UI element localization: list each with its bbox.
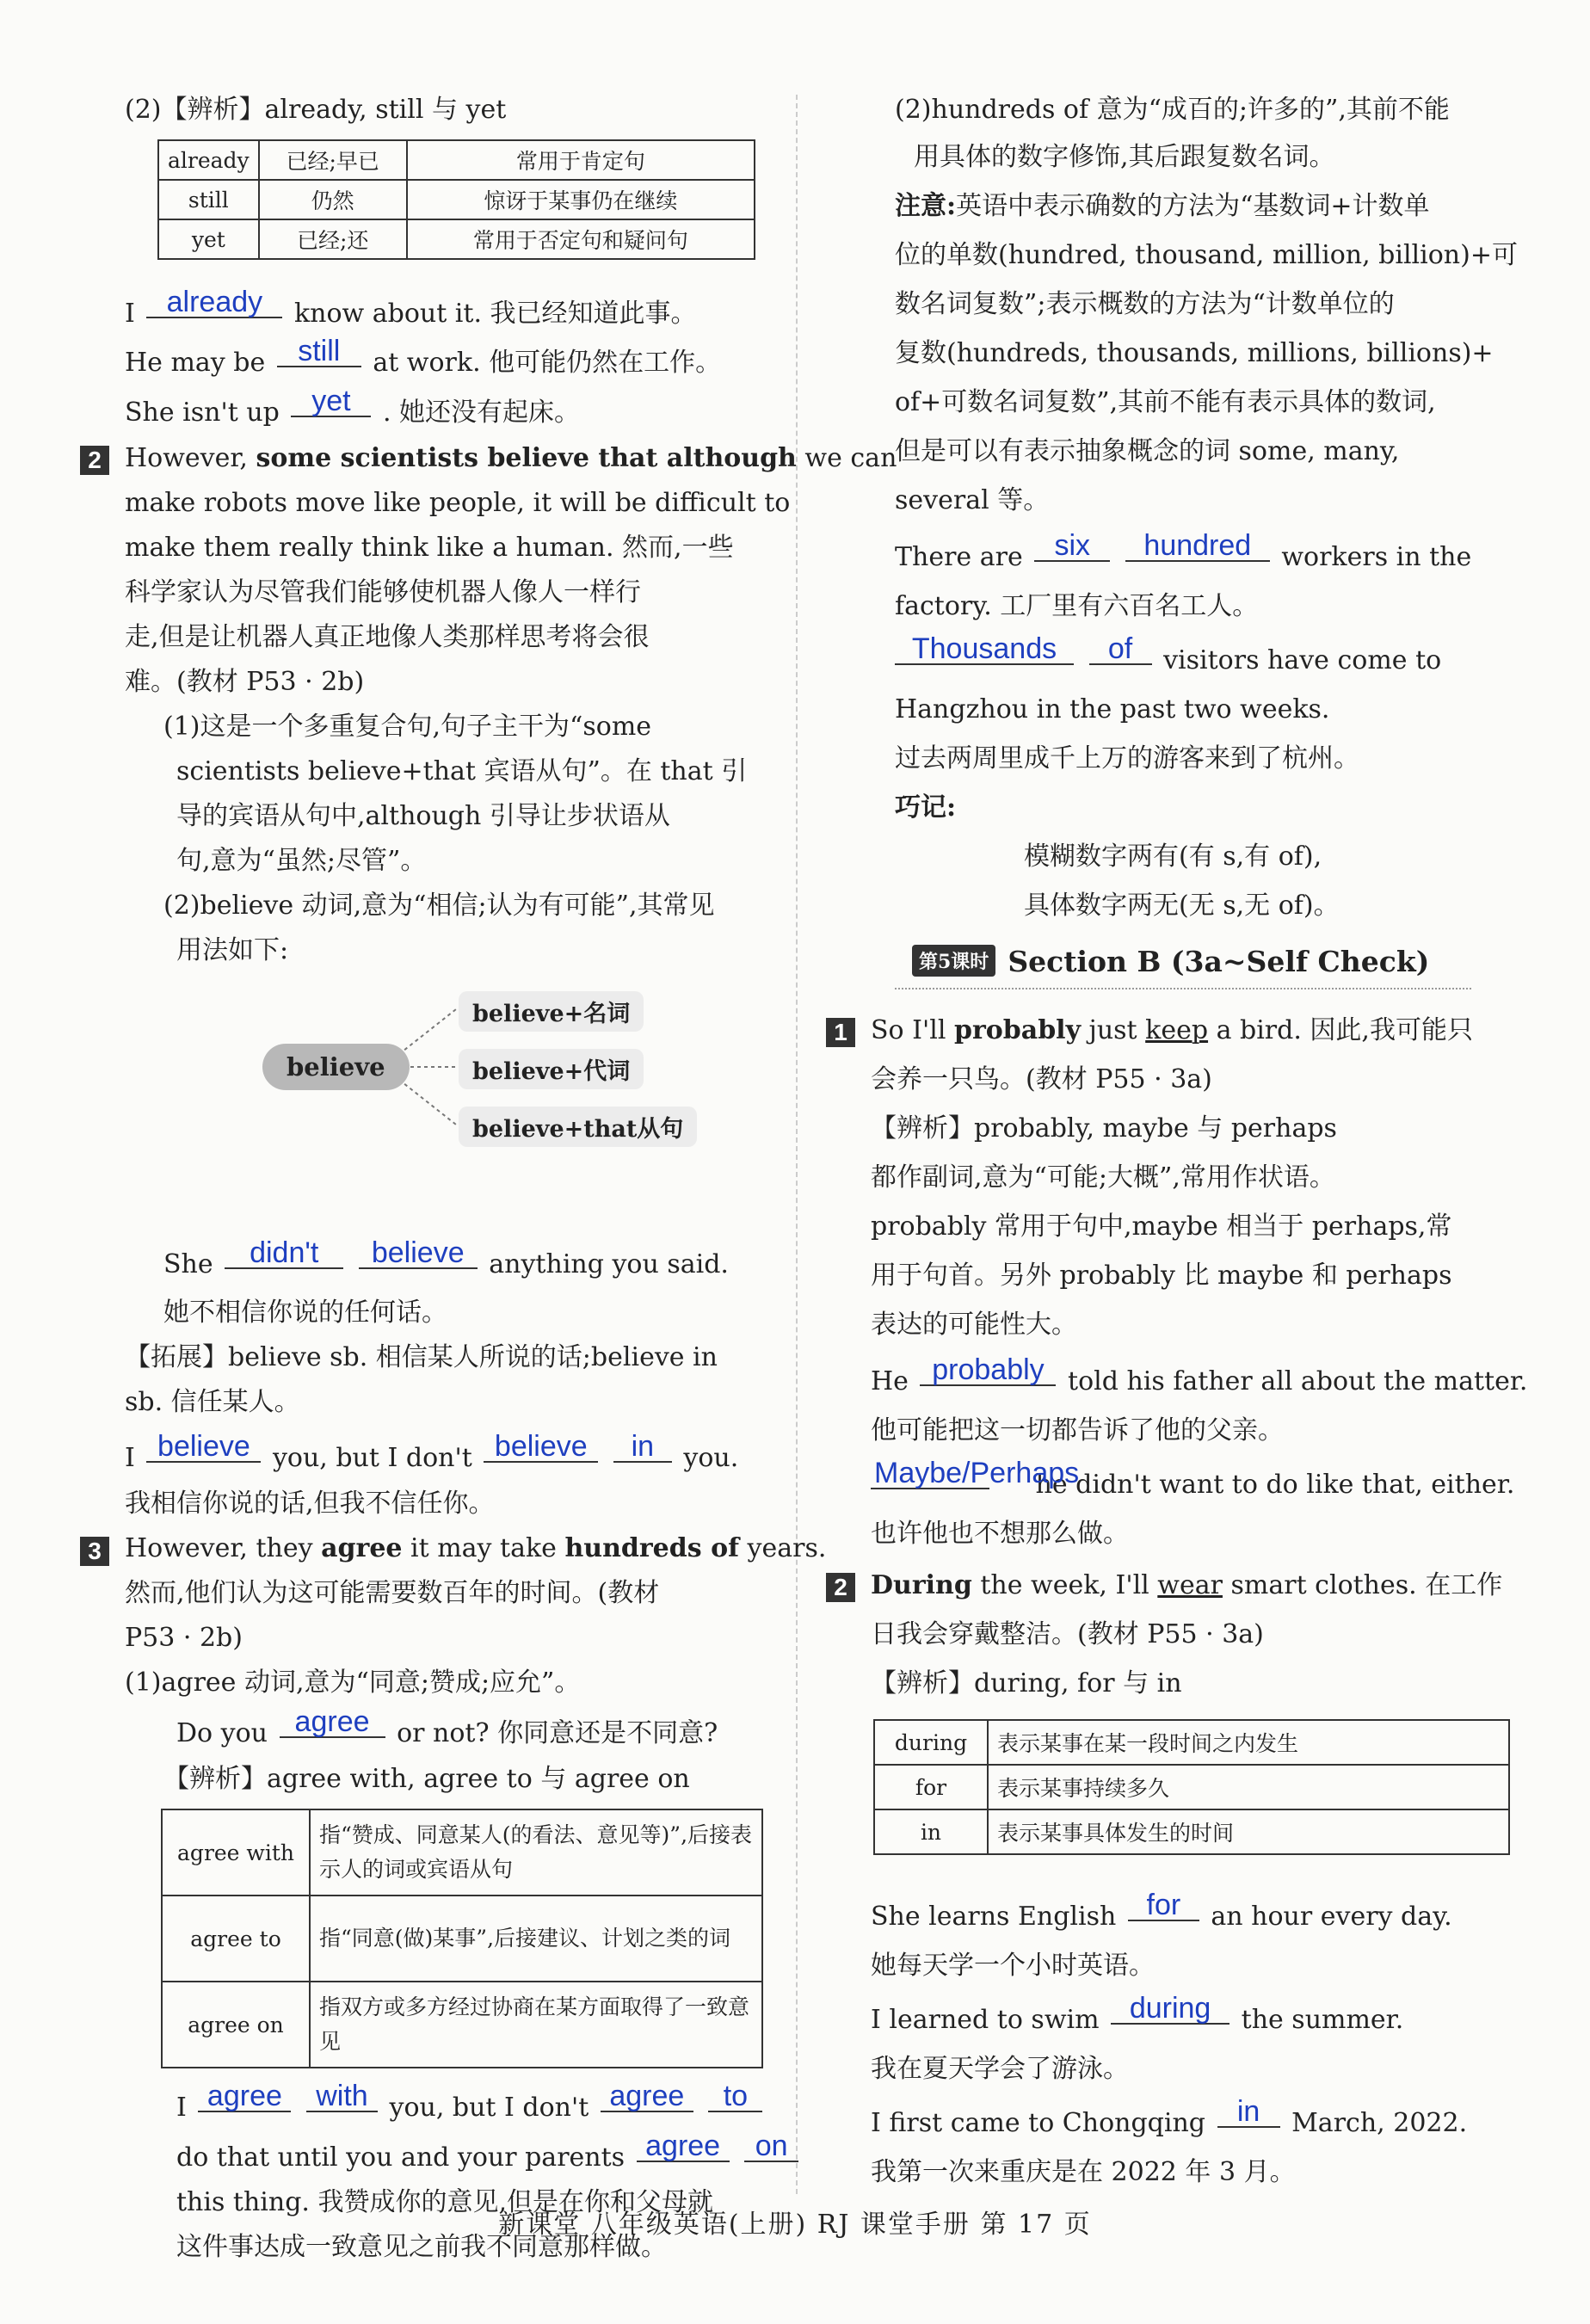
answer-blank: believe: [484, 1432, 598, 1463]
answer-blank: in: [613, 1432, 672, 1463]
answer-blank: Maybe/Perhaps: [871, 1458, 989, 1489]
believe-usage-diagram: [262, 985, 684, 1143]
note-line: 位的单数(hundred, thousand, million, billion)+可: [895, 240, 1518, 270]
example-translation: 我第一次来重庆是在 2022 年 3 月。: [871, 2157, 1296, 2187]
example-sentence: I agree with you, but I don't agree to: [176, 2091, 766, 2125]
comparison-heading: 【辨析】agree with, agree to 与 agree on: [163, 1764, 690, 1794]
mnemonic-heading: 巧记:: [895, 792, 957, 823]
example-sentence: She isn't up yet . 她还没有起床。: [125, 385, 581, 428]
explanation-line: (1)这是一个多重复合句,句子主干为“some: [163, 712, 652, 742]
item-sentence-line: make them really think like a human. 然而,一些: [125, 533, 734, 563]
explanation-line: (2)believe 动词,意为“相信;认为有可能”,其常见: [163, 891, 715, 921]
item-sentence-line: 然而,他们认为这可能需要数百年的时间。(教材: [125, 1578, 660, 1608]
note-line: several 等。: [895, 485, 1050, 515]
explanation-line: 用具体的数字修饰,其后跟复数名词。: [914, 142, 1335, 172]
table-row: agree to 指“同意(做)某事”,后接建议、计划之类的词: [162, 1896, 762, 1982]
example-translation: this thing. 我赞成你的意见,但是在你和父母就: [176, 2187, 714, 2217]
answer-blank: with: [306, 2081, 378, 2112]
example-translation: factory. 工厂里有六百名工人。: [895, 591, 1259, 621]
example-sentence: I first came to Chongqing in March, 2022.: [871, 2095, 1468, 2138]
example-translation: 她每天学一个小时英语。: [871, 1951, 1155, 1981]
item-sentence: However, some scientists believe that although we can: [125, 443, 897, 473]
answer-blank: agree: [280, 1707, 385, 1738]
explanation-line: (1)agree 动词,意为“同意;赞成;应允”。: [125, 1667, 581, 1698]
table-row: during 表示某事在某一段时间之内发生: [874, 1720, 1509, 1765]
example-sentence: Thousands of visitors have come to: [895, 644, 1441, 678]
example-sentence: He may be still at work. 他可能仍然在工作。: [125, 335, 722, 378]
answer-blank: believe: [359, 1238, 478, 1269]
item-sentence: So I'll probably just keep a bird. 因此,我可能只: [871, 1015, 1473, 1045]
example-translation: 这件事达成一致意见之前我不同意那样做。: [176, 2232, 667, 2262]
table-row: yet 已经;还 常用于否定句和疑问句: [158, 219, 755, 259]
example-sentence: She learns English for an hour every day.: [871, 1889, 1452, 1932]
subpoint-heading: (2)【辨析】already, still 与 yet: [125, 95, 507, 125]
explanation-line: 都作副词,意为“可能;大概”,常用作状语。: [871, 1162, 1335, 1193]
lesson-tag: 第5课时: [912, 945, 995, 977]
expand-note: sb. 信任某人。: [125, 1387, 300, 1417]
example-sentence: do that until you and your parents agree on: [176, 2141, 802, 2175]
comparison-heading: 【辨析】during, for 与 in: [871, 1668, 1182, 1698]
explanation-line: 导的宾语从句中,although 引导让步状语从: [176, 801, 670, 831]
already-still-yet-table: [157, 139, 755, 260]
example-translation: 也许他也不想那么做。: [871, 1519, 1129, 1549]
example-sentence: I believe you, but I don't believe in you.: [125, 1430, 739, 1473]
item-sentence-line: 难。(教材 P53 · 2b): [125, 667, 365, 697]
mnemonic-line: 具体数字两无(无 s,无 of)。: [1024, 891, 1340, 921]
example-translation: 他可能把这一切都告诉了他的父亲。: [871, 1415, 1284, 1446]
explanation-line: 用于句首。另外 probably 比 maybe 和 perhaps: [871, 1261, 1452, 1291]
answer-blank: believe: [146, 1432, 261, 1463]
example-sentence: She didn't believe anything you said.: [163, 1236, 729, 1279]
diagram-branch: believe+代词: [459, 1049, 644, 1089]
explanation-line: scientists believe+that 宾语从句”。在 that 引: [176, 756, 748, 786]
answer-blank: in: [1217, 2097, 1280, 2128]
answer-blank: of: [1089, 634, 1152, 665]
diagram-branch: believe+名词: [459, 991, 644, 1032]
item-number-badge: 1: [826, 1018, 855, 1047]
table-row: still 仍然 惊讶于某事仍在继续: [158, 180, 755, 219]
item-number-badge: 3: [80, 1537, 109, 1566]
comparison-heading: 【辨析】probably, maybe 与 perhaps: [871, 1113, 1337, 1144]
explanation-line: 表达的可能性大。: [871, 1310, 1077, 1340]
answer-blank: hundred: [1125, 531, 1270, 562]
answer-blank: agree: [198, 2081, 291, 2112]
example-translation: 我在夏天学会了游泳。: [871, 2054, 1129, 2084]
section-rule: [895, 988, 1471, 989]
item-sentence-line: 走,但是让机器人真正地像人类那样思考将会很: [125, 622, 650, 652]
example-sentence: Do you agree or not? 你同意还是不同意?: [176, 1705, 718, 1748]
note-line: of+可数名词复数”,其前不能有表示具体的数词,: [895, 387, 1436, 417]
example-sentence: There are six hundred workers in the: [895, 529, 1472, 572]
answer-blank: Thousands: [895, 634, 1074, 665]
item-sentence: During the week, I'll wear smart clothes. 在工作: [871, 1570, 1503, 1600]
answer-blank: already: [146, 287, 282, 318]
example-translation: 她不相信你说的任何话。: [163, 1298, 447, 1328]
item-number-badge: 2: [80, 446, 109, 475]
example-sentence: Maybe/Perhaps he didn't want to do like that, either.: [871, 1468, 1514, 1502]
note-line: 复数(hundreds, thousands, millions, billions)+: [895, 338, 1494, 368]
example-translation: 过去两周里成千上万的游客来到了杭州。: [895, 743, 1359, 774]
answer-blank: agree: [637, 2131, 730, 2162]
note-line: 但是可以有表示抽象概念的词 some, many,: [895, 436, 1400, 466]
answer-blank: during: [1111, 1994, 1229, 2025]
table-row: already 已经;早已 常用于肯定句: [158, 140, 755, 180]
item-sentence: However, they agree it may take hundreds of years.: [125, 1533, 827, 1563]
item-sentence-line: 科学家认为尽管我们能够使机器人像人一样行: [125, 577, 641, 607]
note-line: 数名词复数”;表示概数的方法为“计数单位的: [895, 289, 1395, 319]
table-row: agree with 指“赞成、同意某人(的看法、意见等)”,后接表示人的词或宾语从句: [162, 1809, 762, 1896]
answer-blank: to: [708, 2081, 762, 2112]
agree-usage-table: [161, 1809, 763, 2068]
item-sentence-line: P53 · 2b): [125, 1623, 243, 1653]
item-sentence-line: 日我会穿戴整洁。(教材 P55 · 3a): [871, 1619, 1264, 1649]
item-sentence-line: make robots move like people, it will be difficult to: [125, 488, 791, 518]
answer-blank: probably: [920, 1355, 1056, 1386]
note-line: 注意:英语中表示确数的方法为“基数词+计数单: [895, 191, 1430, 221]
answer-blank: yet: [291, 386, 371, 417]
example-sentence: He probably told his father all about the matter.: [871, 1353, 1528, 1396]
diagram-branch: believe+that从句: [459, 1107, 697, 1147]
table-row: in 表示某事具体发生的时间: [874, 1809, 1509, 1854]
answer-blank: on: [744, 2131, 798, 2162]
explanation-line: 用法如下:: [176, 935, 289, 965]
page-footer: 新课堂 八年级英语(上册) RJ 课堂手册 第 17 页: [498, 2210, 1092, 2240]
explanation-line: probably 常用于句中,maybe 相当于 perhaps,常: [871, 1211, 1452, 1242]
section-banner: 第5课时 Section B (3a~Self Check): [912, 945, 1429, 980]
answer-blank: agree: [601, 2081, 693, 2112]
expand-note: 【拓展】believe sb. 相信某人所说的话;believe in: [125, 1342, 718, 1372]
answer-blank: six: [1034, 531, 1110, 562]
diagram-center-node: believe: [262, 1044, 410, 1090]
item-sentence-line: 会养一只鸟。(教材 P55 · 3a): [871, 1064, 1212, 1094]
explanation-line: 句,意为“虽然;尽管”。: [176, 846, 427, 876]
example-translation: 我相信你说的话,但我不信任你。: [125, 1489, 495, 1519]
answer-blank: for: [1128, 1890, 1199, 1921]
table-row: agree on 指双方或多方经过协商在某方面取得了一致意见: [162, 1982, 762, 2068]
item-number-badge: 2: [826, 1573, 855, 1602]
example-sentence: I already know about it. 我已经知道此事。: [125, 286, 697, 329]
table-row: for 表示某事持续多久: [874, 1765, 1509, 1809]
explanation-line: (2)hundreds of 意为“成百的;许多的”,其前不能: [895, 95, 1450, 125]
example-sentence: I learned to swim during the summer.: [871, 1992, 1404, 2035]
mnemonic-line: 模糊数字两有(有 s,有 of),: [1024, 841, 1322, 872]
during-for-in-table: [873, 1719, 1510, 1855]
column-divider: [796, 95, 798, 2194]
answer-blank: didn't: [225, 1238, 343, 1269]
example-sentence-line: Hangzhou in the past two weeks.: [895, 694, 1330, 724]
answer-blank: still: [277, 336, 361, 367]
